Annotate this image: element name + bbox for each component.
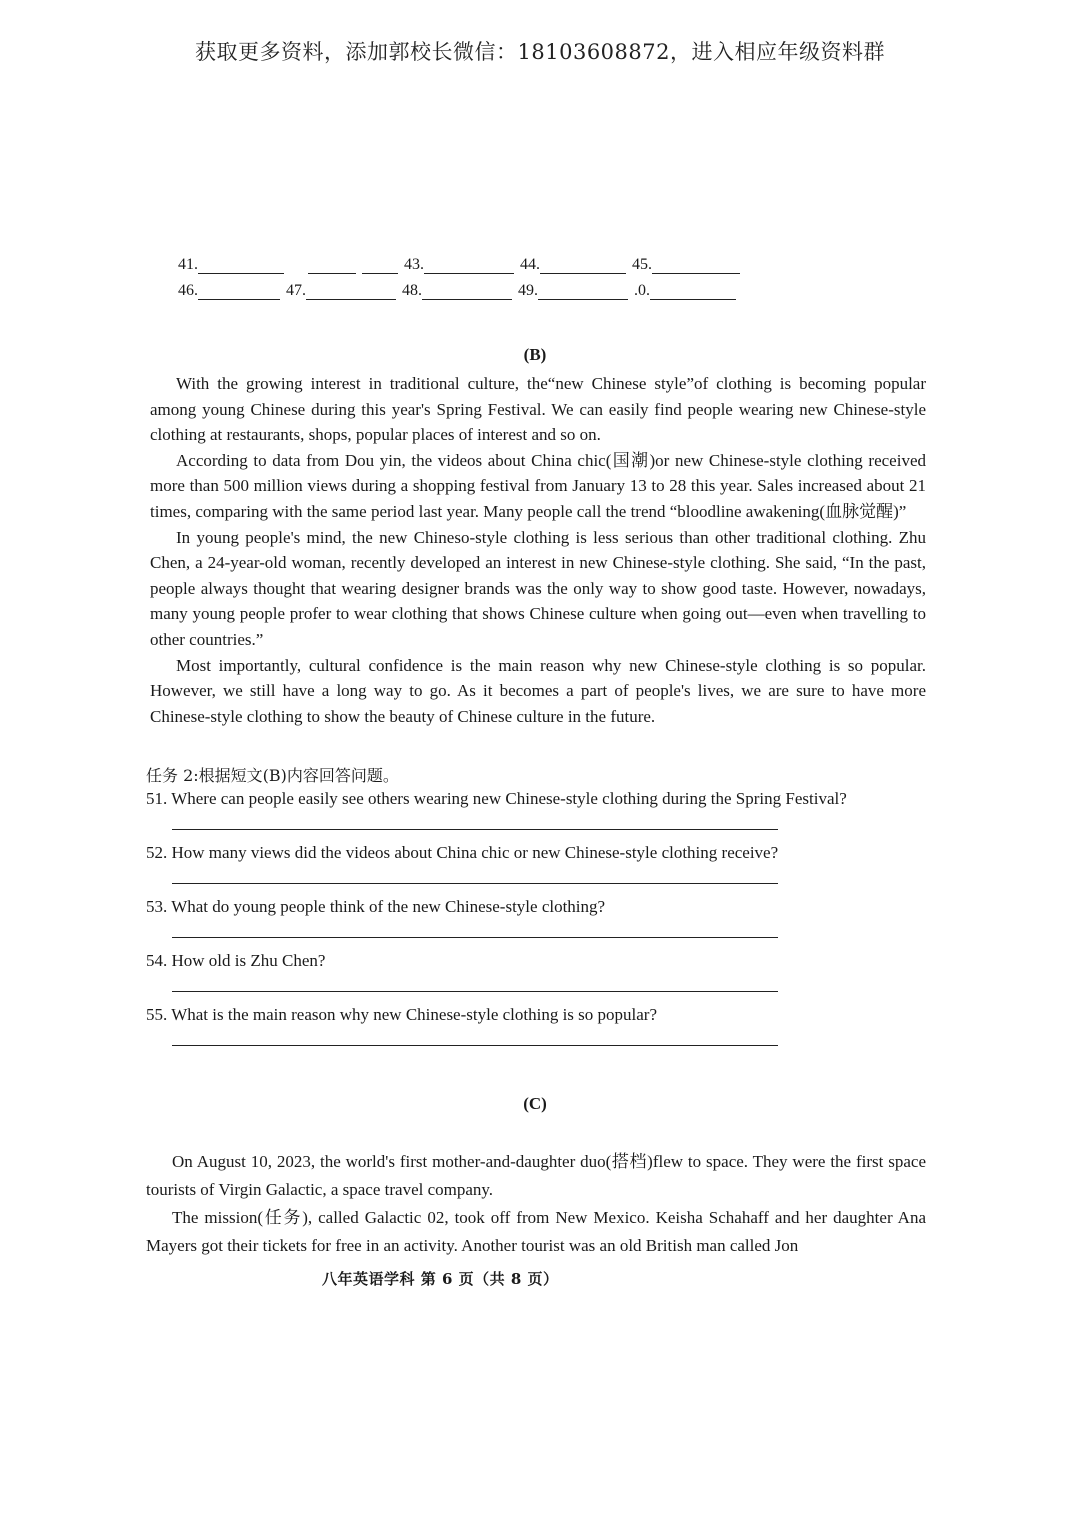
passage-b — [150, 371, 926, 729]
question-number: 55. — [146, 1005, 168, 1024]
question-text: What is the main reason why new Chinese-style clothing is so popular? — [171, 1005, 658, 1024]
answer-blank-45: 45. — [632, 256, 746, 274]
answer-blanks — [178, 250, 778, 302]
question-53 — [146, 897, 926, 951]
answer-line-51[interactable] — [172, 829, 778, 830]
answer-blank-42 — [290, 257, 362, 274]
passage-b-paragraph: In young people's mind, the new Chineso-style clothing is less serious than other traditional clothing. Zhu Chen, a 24-year-old woman, recently developed an interest in new Chinese-style clothing. She said, “In the past, people always thought that wearing designer brands was the only way to show good taste. However, nowadays, many young people profer to wear clothing that shows Chinese culture when going out—even when travelling to other countries.” — [150, 527, 926, 649]
question-number: 52. — [146, 843, 168, 862]
question-52 — [146, 843, 926, 897]
answer-blank-43: 43. — [362, 256, 520, 274]
page-header-promo: 获取更多资料，添加郭校长微信：18103608872，进入相应年级资料群 — [195, 40, 885, 64]
passage-b-paragraph: With the growing interest in traditional culture, the“new Chinese style”of clothing is becoming popular among young Chinese during this year's Spring Festival. We can easily find people wearing new Chinese-style clothing at restaurants, shops, popular places of interest and so on. — [150, 374, 926, 445]
answer-blank-50: .0. — [634, 282, 742, 300]
task2-instruction: 任务 2:根据短文(B)内容回答问题。 — [146, 766, 399, 785]
question-number: 54. — [146, 951, 168, 970]
answer-blank-41: 41. — [178, 256, 290, 274]
answer-row-1 — [178, 250, 778, 274]
question-54 — [146, 951, 926, 1005]
answer-blank-44: 44. — [520, 256, 632, 274]
passage-b-paragraph: According to data from Dou yin, the videos about China chic(国潮)or new Chinese-style clothing received more than 500 million views during a shopping festival from January 13 to 28 this year. Sales increased about 21 times, comparing with the same period last year. Many people call the trend “bloodline awakening(血脉觉醒)” — [150, 450, 926, 521]
passage-c-paragraph: On August 10, 2023, the world's first mother-and-daughter duo(搭档)flew to space. They were the first space tourists of Virgin Galactic, a space travel company. — [146, 1152, 926, 1199]
answer-blank-49: 49. — [518, 282, 634, 300]
question-55 — [146, 1005, 926, 1059]
question-number: 51. — [146, 789, 168, 808]
answer-blank-48: 48. — [402, 282, 518, 300]
answer-line-52[interactable] — [172, 883, 778, 884]
passage-c-paragraph: The mission(任务), called Galactic 02, took off from New Mexico. Keisha Schahaff and her daughter Ana Mayers got their tickets for free in an activity. Another tourist was an old British man called Jon — [146, 1208, 926, 1255]
page-footer: 八年英语学科 第 6 页（共 8 页） — [322, 1270, 559, 1288]
answer-line-54[interactable] — [172, 991, 778, 992]
question-number: 53. — [146, 897, 168, 916]
answer-line-55[interactable] — [172, 1045, 778, 1046]
question-text: How many views did the videos about China chic or new Chinese-style clothing receive? — [171, 843, 779, 862]
question-text: How old is Zhu Chen? — [171, 951, 326, 970]
passage-c — [146, 1148, 926, 1260]
answer-blank-47: 47. — [286, 282, 402, 300]
section-c-title: (C) — [523, 1094, 547, 1113]
question-list — [146, 789, 926, 1059]
answer-row-2 — [178, 276, 778, 300]
question-51 — [146, 789, 926, 843]
passage-b-paragraph: Most importantly, cultural confidence is the main reason why new Chinese-style clothing is so popular. However, we still have a long way to go. As it becomes a part of people's lives, we are sure to have more Chinese-style clothing to show the beauty of Chinese culture in the future. — [150, 655, 926, 726]
section-b-title: (B) — [523, 345, 547, 364]
question-text: What do young people think of the new Chinese-style clothing? — [171, 897, 606, 916]
answer-line-53[interactable] — [172, 937, 778, 938]
answer-blank-46: 46. — [178, 282, 286, 300]
question-text: Where can people easily see others wearing new Chinese-style clothing during the Spring Festival? — [171, 789, 847, 808]
